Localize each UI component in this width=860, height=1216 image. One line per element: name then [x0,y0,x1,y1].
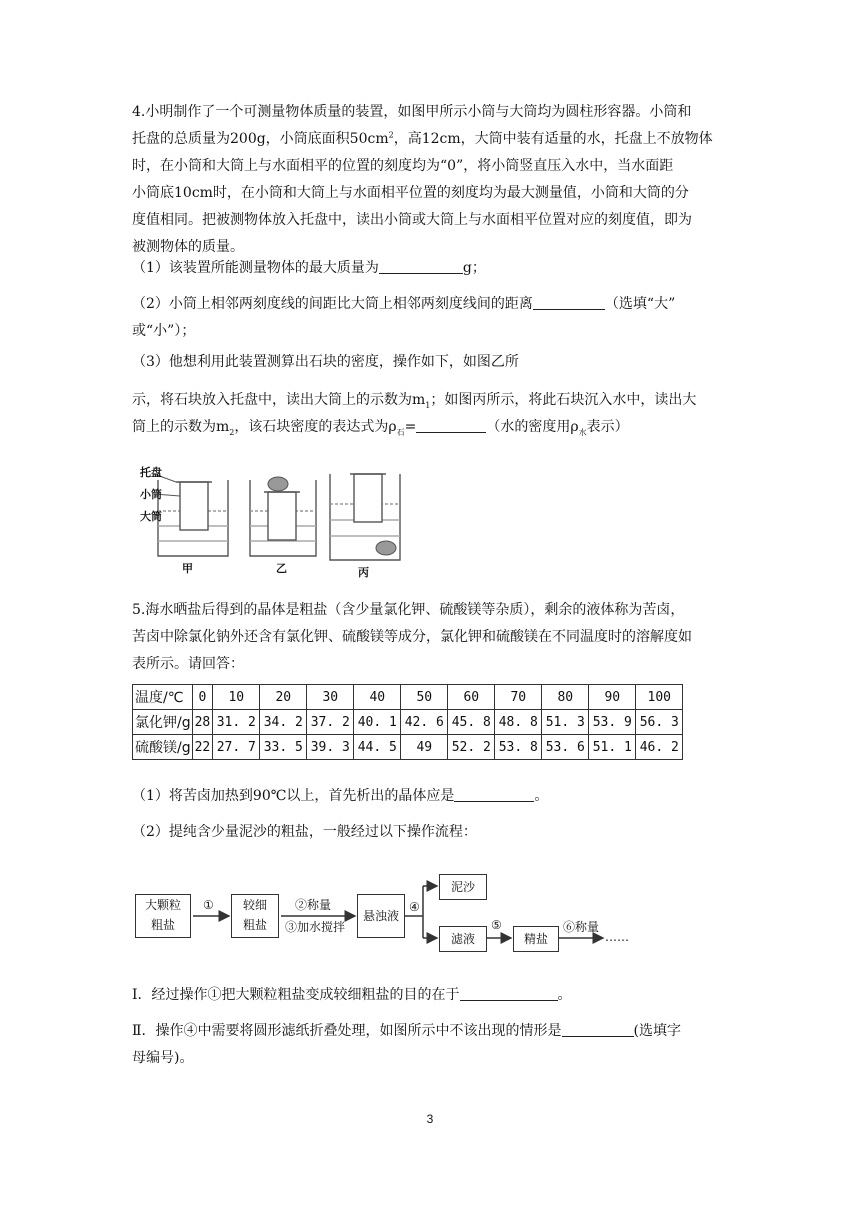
answer-blank[interactable] [379,259,463,274]
stone-shape [376,541,396,555]
answer-blank[interactable] [416,418,486,433]
q5-stem: 5.海水晒盐后得到的晶体是粗盐（含少量氯化钾、硫酸镁等杂质），剩余的液体称为苦卤， 苦卤中除氯化钠外还含有氯化钾、硫酸镁等成分，氯化钾和硫酸镁在不同温度时的溶解度如 表所示。请回答： [132,602,692,672]
answer-blank[interactable] [460,986,558,1001]
step-5-label: ⑤ [491,918,502,932]
table-row: 温度/℃ 0 10 20 30 40 50 60 70 80 90 100 [133,685,683,710]
q5-part-i: Ⅰ．经过操作①把大颗粒粗盐变成较细粗盐的目的在于 。 [132,987,572,1003]
solubility-table [132,684,683,760]
flow-box-fine-salt: 较细 粗盐 [231,894,279,938]
caption-jia: 甲 [182,562,193,575]
answer-blank[interactable] [533,295,605,310]
q4-line-2: 托盘的总质量为200g，小筒底面积$50cm^2$，高12cm，大筒中装有适量的水，托盘上不放物体 [132,130,713,147]
cylinder-figure [130,456,420,584]
q4-sub1: （1）该装置所能测量物体的最大质量为 g； [132,260,486,276]
q4-sub3: （3）他想利用此装置测算出石块的密度，操作如下，如图乙所 [132,354,519,370]
step-4-label: ④ [409,900,420,914]
label-small-cylinder: 小筒 [140,488,162,501]
q4-sub3-cont: 示，将石块放入托盘中，读出大筒上的示数为$m_1$；如图丙所示，将此石块沉入水中，读出大 筒上的示数为$m_2$，该石块密度的表达式为$\rho_石=$ （水的密度用$\rho_水$表示） [132,392,697,437]
ellipsis: …… [605,930,629,944]
table-row: 硫酸镁/g 22 27. 7 33. 5 39. 3 44. 5 49 52. 2 53. 8 53. 6 51. 1 46. 2 [133,735,683,760]
q4-line-5: 度值相同。把被测物体放入托盘中，读出小筒或大筒上与水面相平位置对应的刻度值，即为 [132,212,692,228]
flow-box-sediment: 泥沙 [439,874,487,900]
q5-sub1: （1）将苦卤加热到90℃以上，首先析出的晶体应是 。 [132,788,549,804]
step-3-label: ③加水搅拌 [285,920,346,934]
answer-blank[interactable] [562,1022,634,1037]
q4-line-1: 4.小明制作了一个可测量物体质量的装置，如图甲所示小筒与大筒均为圆柱形容器。小筒和 [132,104,692,120]
q4-line-4: 小筒底10cm时，在小筒和大筒上与水面相平位置的刻度均为最大测量值，小筒和大筒的分 [132,185,689,201]
q4-line-6: 被测物体的质量。 [132,239,244,255]
stone-shape [268,477,288,491]
answer-blank[interactable] [454,787,534,802]
q5-sub2: （2）提纯含少量泥沙的粗盐，一般经过以下操作流程： [132,824,477,840]
q4-line-3: 时，在小筒和大筒上与水面相平的位置的刻度均为“0”，将小筒竖直压入水中，当水面距 [132,158,674,174]
caption-bing: 丙 [358,566,369,579]
step-2-label: ②称量 [295,898,332,912]
q4-stem [132,99,732,261]
flow-box-suspension: 悬浊液 [357,894,405,938]
cylinder-diagram [130,456,420,584]
caption-yi: 乙 [276,562,287,575]
q4-sub2: （2）小筒上相邻两刻度线的间距比大筒上相邻两刻度线间的距离 （选填“大” 或“小”）； [132,296,676,339]
flow-box-filtrate: 滤液 [439,926,487,952]
step-6-label: ⑥称量 [563,920,600,934]
table-row: 氯化钾/g 28 31. 2 34. 2 37. 2 40. 1 42. 6 45. 8 48. 8 51. 3 53. 9 56. 3 [133,710,683,735]
flow-box-refined-salt: 精盐 [513,926,559,952]
salt-purification-flowchart [133,872,633,962]
flow-box-coarse-salt: 大颗粒 粗盐 [135,894,191,938]
label-large-cylinder: 大筒 [140,510,162,523]
q5-part-ii: Ⅱ．操作④中需要将圆形滤纸折叠处理，如图所示中不该出现的情形是 (选填字 母编号)。 [132,1023,681,1066]
page-number: 3 [426,1112,434,1126]
step-1-label: ① [203,898,214,912]
label-tray: 托盘 [140,466,162,479]
